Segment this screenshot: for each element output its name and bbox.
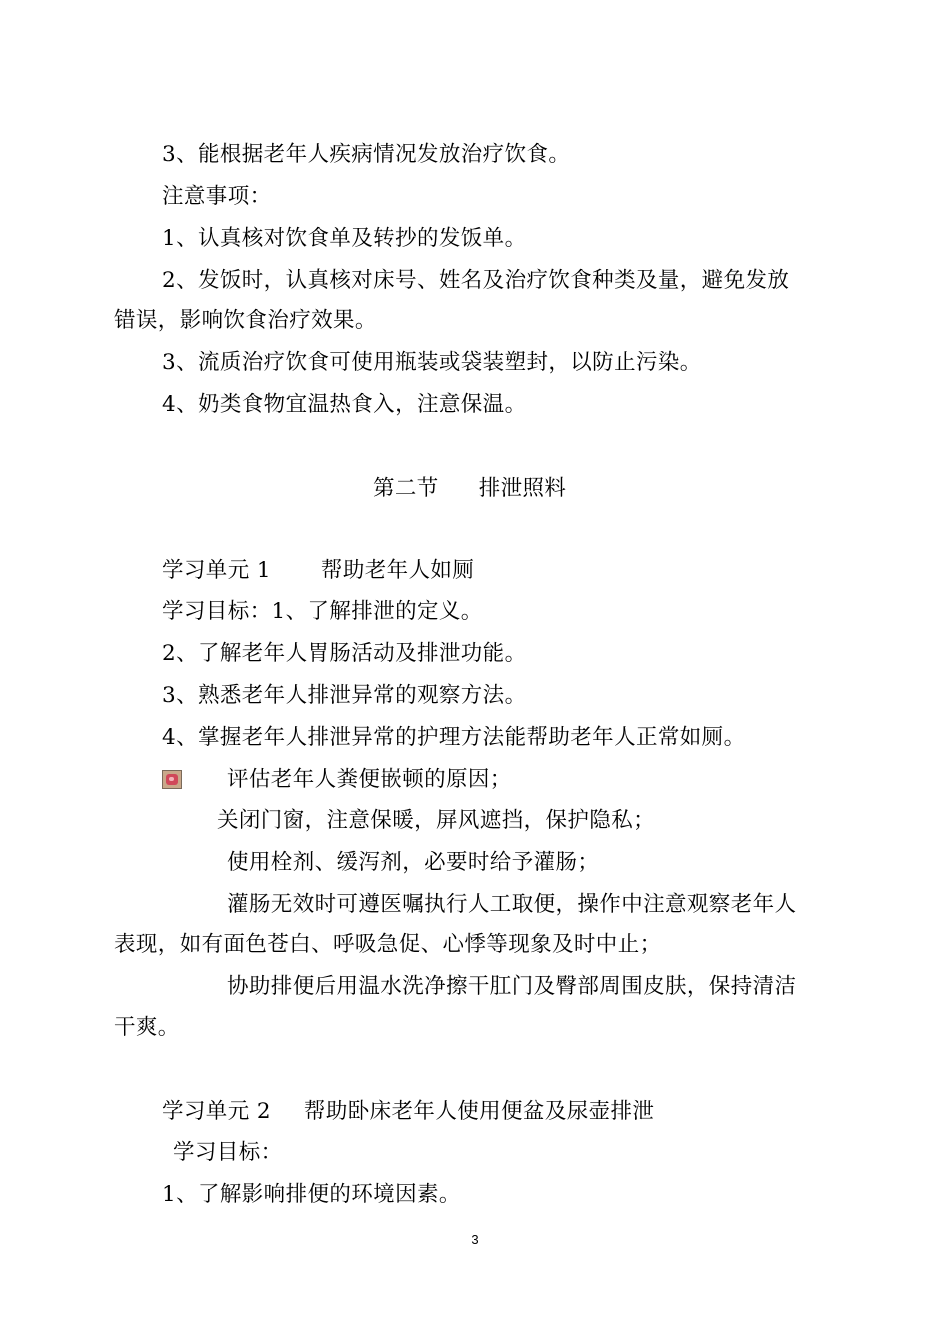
unit-label: 学习单元 1 [162, 558, 271, 583]
step-line: 评估老年人粪便嵌顿的原因； [227, 767, 512, 792]
paragraph-line: 1、认真核对饮食单及转抄的发饭单。 [162, 226, 527, 251]
step-line: 协助排便后用温水洗净擦干肛门及臀部周围皮肤，保持清洁 [227, 974, 797, 999]
objectives-heading: 学习目标： [173, 1140, 283, 1165]
step-line: 使用栓剂、缓泻剂，必要时给予灌肠； [227, 850, 600, 875]
step-line: 关闭门窗，注意保暖，屏风遮挡，保护隐私； [217, 808, 656, 833]
objective-line: 1、了解影响排便的环境因素。 [162, 1182, 461, 1207]
paragraph-line: 错误，影响饮食治疗效果。 [114, 308, 377, 333]
page-number: 3 [471, 1232, 479, 1247]
step-line: 表现，如有面色苍白、呼吸急促、心悸等现象及时中止； [114, 932, 662, 957]
unit-heading [162, 556, 474, 586]
unit-label: 学习单元 2 [162, 1099, 271, 1124]
paragraph-line: 2、发饭时，认真核对床号、姓名及治疗饮食种类及量，避免发放 [162, 268, 790, 293]
step-line: 干爽。 [114, 1015, 180, 1040]
objective-line: 4、掌握老年人排泄异常的护理方法能帮助老年人正常如厕。 [162, 725, 746, 750]
paragraph-line: 4、奶类食物宜温热食入，注意保温。 [162, 392, 527, 417]
unit-title: 帮助卧床老年人使用便盆及尿壶排泄 [303, 1099, 655, 1124]
unit-heading [162, 1097, 654, 1127]
paragraph-line: 3、流质治疗饮食可使用瓶装或袋装塑封，以防止污染。 [162, 350, 702, 375]
step-line: 灌肠无效时可遵医嘱执行人工取便，操作中注意观察老年人 [227, 892, 797, 917]
section-number: 第二节 [373, 476, 439, 501]
unit-title: 帮助老年人如厕 [320, 558, 475, 583]
paragraph-line: 3、能根据老年人疾病情况发放治疗饮食。 [162, 142, 571, 167]
section-title: 排泄照料 [478, 476, 567, 501]
objective-line: 2、了解老年人胃肠活动及排泄功能。 [162, 641, 527, 666]
flower-bullet-icon [162, 770, 182, 789]
section-heading [373, 474, 566, 504]
notes-heading: 注意事项： [162, 184, 272, 209]
objective-line: 3、熟悉老年人排泄异常的观察方法。 [162, 683, 527, 708]
objective-line: 学习目标：1、了解排泄的定义。 [162, 599, 483, 624]
